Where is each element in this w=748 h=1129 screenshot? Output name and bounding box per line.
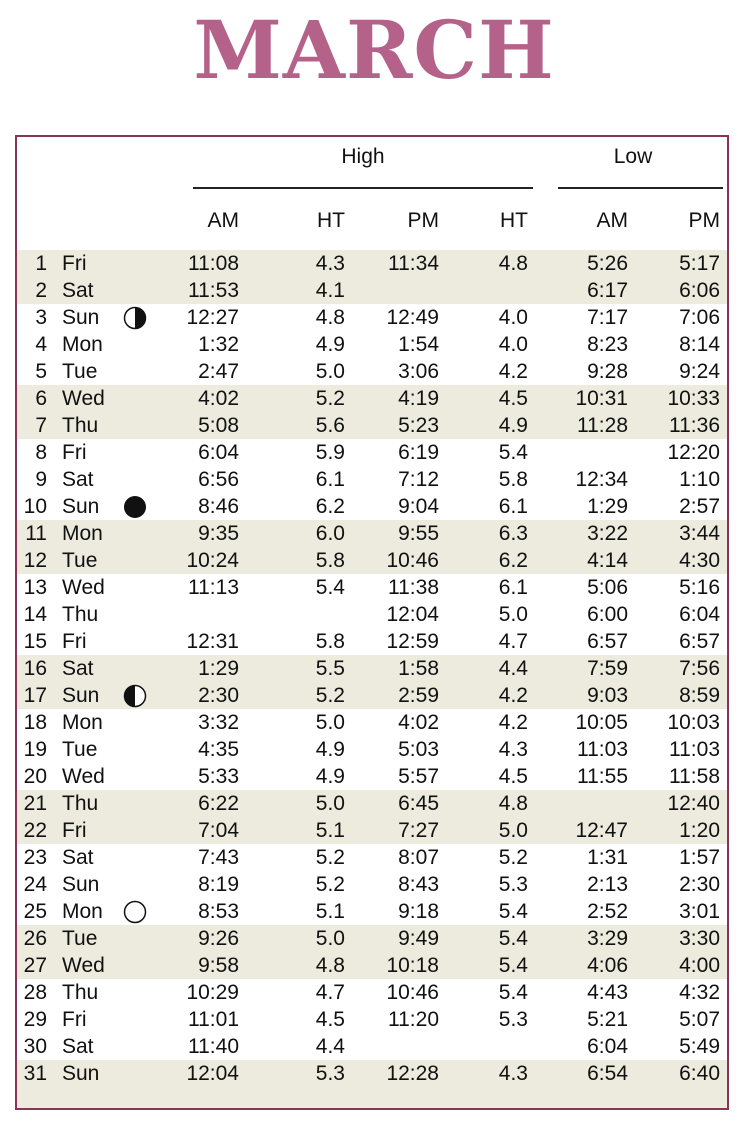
high-pm-height: 5.8 (498, 468, 528, 491)
low-am-time: 12:34 (575, 468, 628, 491)
high-group-label: High (341, 145, 385, 168)
weekday: Fri (62, 1008, 87, 1031)
weekday: Wed (62, 387, 105, 410)
high-pm-time: 6:19 (398, 441, 439, 464)
weekday: Mon (62, 522, 103, 545)
full-moon-icon (123, 900, 147, 927)
high-pm-time: 10:18 (386, 954, 439, 977)
high-am-height: 4.9 (315, 333, 345, 356)
low-pm-time: 4:30 (679, 549, 720, 572)
low-pm-time: 5:49 (679, 1035, 720, 1058)
col-low-pm: PM (688, 209, 720, 232)
day-number: 7 (35, 414, 47, 437)
high-am-height: 6.0 (315, 522, 345, 545)
day-number: 2 (35, 279, 47, 302)
weekday: Tue (62, 927, 98, 950)
low-pm-time: 4:00 (679, 954, 720, 977)
high-pm-time: 8:43 (398, 873, 439, 896)
low-am-time: 6:54 (587, 1062, 628, 1085)
low-am-time: 5:26 (587, 252, 628, 275)
high-pm-time: 8:07 (398, 846, 439, 869)
low-pm-time: 1:10 (679, 468, 720, 491)
table-row (17, 1006, 727, 1033)
low-am-time: 6:04 (587, 1035, 628, 1058)
high-pm-height: 4.8 (498, 252, 528, 275)
high-pm-height: 4.0 (498, 306, 528, 329)
high-am-time: 5:33 (198, 765, 239, 788)
table-row (17, 790, 727, 817)
low-pm-time: 4:32 (679, 981, 720, 1004)
table-row (17, 925, 727, 952)
high-pm-height: 4.2 (498, 684, 528, 707)
low-pm-time: 10:33 (667, 387, 720, 410)
weekday: Sat (62, 468, 94, 491)
weekday: Thu (62, 792, 99, 815)
high-am-time: 11:53 (188, 279, 239, 302)
high-am-height: 5.5 (315, 657, 345, 680)
high-pm-time: 9:49 (398, 927, 439, 950)
table-row (17, 601, 727, 628)
high-am-time: 7:43 (198, 846, 239, 869)
low-am-time (562, 439, 628, 466)
high-am-time: 2:30 (198, 684, 239, 707)
day-number: 16 (23, 657, 47, 680)
low-am-time: 6:17 (587, 279, 628, 302)
high-pm-time: 12:28 (386, 1062, 439, 1085)
weekday: Thu (62, 981, 99, 1004)
high-group-rule (193, 187, 533, 189)
table-row (17, 844, 727, 871)
day-number: 12 (23, 549, 47, 572)
low-am-time: 6:00 (587, 603, 628, 626)
low-group-rule (558, 187, 723, 189)
table-row (17, 709, 727, 736)
high-pm-time: 5:23 (398, 414, 439, 437)
low-pm-time: 9:24 (679, 360, 720, 383)
first-quarter-moon-icon (123, 306, 147, 333)
high-am-time: 5:08 (198, 414, 239, 437)
high-am-height: 5.8 (315, 549, 345, 572)
high-pm-height: 4.7 (498, 630, 528, 653)
high-pm-time: 12:59 (386, 630, 439, 653)
high-am-height (287, 601, 345, 628)
low-pm-time: 8:14 (679, 333, 720, 356)
day-number: 6 (35, 387, 47, 410)
high-pm-height: 4.4 (498, 657, 528, 680)
high-am-height: 5.0 (315, 711, 345, 734)
tide-rows (17, 250, 727, 1087)
table-row (17, 493, 727, 520)
low-am-time: 2:13 (587, 873, 628, 896)
high-pm-time: 5:57 (398, 765, 439, 788)
weekday: Sun (62, 873, 100, 896)
high-pm-height: 4.5 (498, 765, 528, 788)
high-pm-height: 4.0 (498, 333, 528, 356)
weekday: Tue (62, 360, 98, 383)
high-pm-height: 4.2 (498, 360, 528, 383)
high-pm-time (377, 1033, 439, 1060)
high-am-height: 4.8 (315, 954, 345, 977)
high-pm-height: 5.3 (498, 873, 528, 896)
day-number: 28 (23, 981, 47, 1004)
low-pm-time: 5:07 (679, 1008, 720, 1031)
low-am-time: 9:28 (587, 360, 628, 383)
high-am-height: 4.1 (315, 279, 345, 302)
high-pm-height: 4.2 (498, 711, 528, 734)
low-pm-time: 11:03 (669, 738, 720, 761)
col-high-pm: PM (407, 209, 439, 232)
high-am-height: 5.2 (315, 846, 345, 869)
weekday: Sun (62, 495, 100, 518)
high-am-time: 8:53 (198, 900, 239, 923)
day-number: 22 (23, 819, 47, 842)
low-am-time: 4:43 (587, 981, 628, 1004)
high-am-time (177, 601, 239, 628)
low-am-time: 9:03 (587, 684, 628, 707)
day-number: 8 (35, 441, 47, 464)
low-pm-time: 2:57 (679, 495, 720, 518)
high-pm-time: 9:04 (398, 495, 439, 518)
col-low-am: AM (596, 209, 628, 232)
weekday: Fri (62, 252, 87, 275)
high-pm-height: 6.1 (498, 576, 528, 599)
high-am-time: 11:40 (188, 1035, 239, 1058)
table-row (17, 628, 727, 655)
high-am-height: 5.2 (315, 387, 345, 410)
high-am-time: 11:01 (188, 1008, 239, 1031)
weekday: Mon (62, 900, 103, 923)
high-pm-height: 5.4 (498, 441, 528, 464)
low-am-time: 11:55 (577, 765, 628, 788)
low-am-time: 5:06 (587, 576, 628, 599)
high-pm-height: 4.5 (498, 387, 528, 410)
table-row (17, 574, 727, 601)
table-footer-shade (17, 1087, 727, 1108)
high-am-time: 9:58 (198, 954, 239, 977)
low-pm-time: 10:03 (667, 711, 720, 734)
low-pm-time: 5:17 (679, 252, 720, 275)
low-am-time: 10:05 (575, 711, 628, 734)
high-am-height: 4.9 (315, 765, 345, 788)
day-number: 19 (23, 738, 47, 761)
low-pm-time: 11:36 (669, 414, 720, 437)
low-pm-time: 3:01 (679, 900, 720, 923)
high-pm-time: 11:38 (388, 576, 439, 599)
low-pm-time: 12:20 (667, 441, 720, 464)
low-am-time: 6:57 (587, 630, 628, 653)
high-am-height: 4.5 (315, 1008, 345, 1031)
high-am-time: 11:13 (188, 576, 239, 599)
high-pm-height (472, 277, 528, 304)
high-pm-time: 10:46 (386, 981, 439, 1004)
day-number: 31 (23, 1062, 47, 1085)
high-pm-height: 5.4 (498, 900, 528, 923)
high-pm-height: 6.2 (498, 549, 528, 572)
weekday: Sat (62, 846, 94, 869)
table-row (17, 871, 727, 898)
day-number: 18 (23, 711, 47, 734)
day-number: 5 (35, 360, 47, 383)
low-am-time: 8:23 (587, 333, 628, 356)
high-am-time: 6:04 (198, 441, 239, 464)
day-number: 21 (23, 792, 47, 815)
table-row (17, 466, 727, 493)
high-am-time: 12:04 (186, 1062, 239, 1085)
high-pm-height: 4.9 (498, 414, 528, 437)
day-number: 25 (23, 900, 47, 923)
high-am-time: 7:04 (198, 819, 239, 842)
weekday: Thu (62, 603, 99, 626)
high-am-height: 4.3 (315, 252, 345, 275)
high-pm-height: 5.4 (498, 954, 528, 977)
day-number: 11 (25, 522, 47, 545)
low-am-time: 1:29 (587, 495, 628, 518)
high-am-time: 9:26 (198, 927, 239, 950)
low-group-label: Low (613, 145, 653, 168)
high-am-time: 11:08 (188, 252, 239, 275)
high-am-height: 6.2 (315, 495, 345, 518)
weekday: Fri (62, 441, 87, 464)
high-pm-height: 5.0 (498, 603, 528, 626)
low-am-time: 7:17 (587, 306, 628, 329)
high-am-time: 6:56 (198, 468, 239, 491)
last-quarter-moon-icon (123, 684, 147, 711)
high-am-height: 4.9 (315, 738, 345, 761)
high-am-height: 5.0 (315, 792, 345, 815)
weekday: Fri (62, 630, 87, 653)
day-number: 17 (23, 684, 47, 707)
high-pm-time: 11:20 (388, 1008, 439, 1031)
high-pm-time: 10:46 (386, 549, 439, 572)
day-number: 29 (23, 1008, 47, 1031)
high-am-time: 1:29 (198, 657, 239, 680)
day-number: 3 (35, 306, 47, 329)
weekday: Tue (62, 738, 98, 761)
low-am-time: 11:03 (577, 738, 628, 761)
table-row (17, 1033, 727, 1060)
low-pm-time: 3:30 (679, 927, 720, 950)
high-pm-time: 1:58 (398, 657, 439, 680)
high-am-time: 3:32 (198, 711, 239, 734)
high-pm-time: 7:12 (398, 468, 439, 491)
table-row (17, 412, 727, 439)
low-am-time: 7:59 (587, 657, 628, 680)
tide-table (15, 135, 729, 1110)
table-row (17, 439, 727, 466)
table-row (17, 817, 727, 844)
weekday: Sat (62, 657, 94, 680)
low-pm-time: 2:30 (679, 873, 720, 896)
high-pm-height: 4.8 (498, 792, 528, 815)
table-row (17, 331, 727, 358)
day-number: 15 (23, 630, 47, 653)
high-am-height: 5.3 (315, 1062, 345, 1085)
high-am-time: 8:19 (198, 873, 239, 896)
day-number: 30 (23, 1035, 47, 1058)
weekday: Wed (62, 765, 105, 788)
high-am-height: 5.1 (315, 900, 345, 923)
day-number: 26 (23, 927, 47, 950)
table-row (17, 898, 727, 925)
high-pm-time: 9:18 (398, 900, 439, 923)
high-pm-time: 5:03 (398, 738, 439, 761)
high-pm-time: 3:06 (398, 360, 439, 383)
day-number: 10 (23, 495, 47, 518)
high-pm-height: 5.4 (498, 981, 528, 1004)
low-am-time: 4:14 (587, 549, 628, 572)
high-am-height: 5.1 (315, 819, 345, 842)
weekday: Tue (62, 549, 98, 572)
low-pm-time: 6:06 (679, 279, 720, 302)
high-pm-time: 12:04 (386, 603, 439, 626)
high-pm-time: 4:02 (398, 711, 439, 734)
weekday: Sun (62, 306, 100, 329)
low-am-time: 12:47 (575, 819, 628, 842)
high-pm-height: 6.1 (498, 495, 528, 518)
day-number: 14 (23, 603, 47, 626)
low-pm-time: 7:06 (679, 306, 720, 329)
high-pm-time: 9:55 (398, 522, 439, 545)
high-am-height: 5.6 (315, 414, 345, 437)
day-number: 13 (23, 576, 47, 599)
low-pm-time: 6:04 (679, 603, 720, 626)
low-pm-time: 5:16 (679, 576, 720, 599)
high-am-height: 5.8 (315, 630, 345, 653)
table-row (17, 1060, 727, 1087)
high-am-time: 1:32 (198, 333, 239, 356)
high-pm-time: 12:49 (386, 306, 439, 329)
weekday: Sun (62, 1062, 100, 1085)
table-row (17, 385, 727, 412)
low-am-time: 10:31 (575, 387, 628, 410)
day-number: 4 (35, 333, 47, 356)
high-am-time: 9:35 (198, 522, 239, 545)
weekday: Mon (62, 333, 103, 356)
low-pm-time: 1:20 (679, 819, 720, 842)
low-pm-time: 6:57 (679, 630, 720, 653)
low-pm-time: 3:44 (679, 522, 720, 545)
day-number: 23 (23, 846, 47, 869)
high-pm-time (377, 277, 439, 304)
weekday: Wed (62, 576, 105, 599)
weekday: Sat (62, 1035, 94, 1058)
high-am-time: 12:27 (186, 306, 239, 329)
month-title: MARCH (193, 3, 555, 97)
high-pm-time: 6:45 (398, 792, 439, 815)
high-am-height: 4.7 (315, 981, 345, 1004)
table-row (17, 655, 727, 682)
high-am-time: 10:24 (186, 549, 239, 572)
high-am-time: 12:31 (186, 630, 239, 653)
low-am-time: 5:21 (587, 1008, 628, 1031)
col-high-ht1: HT (317, 209, 345, 232)
table-row (17, 277, 727, 304)
high-am-height: 5.2 (315, 684, 345, 707)
high-am-time: 4:35 (198, 738, 239, 761)
high-am-height: 5.2 (315, 873, 345, 896)
table-row (17, 547, 727, 574)
high-am-height: 5.9 (315, 441, 345, 464)
weekday: Fri (62, 819, 87, 842)
low-pm-time: 7:56 (679, 657, 720, 680)
high-pm-time: 1:54 (398, 333, 439, 356)
low-pm-time: 12:40 (667, 792, 720, 815)
table-row (17, 736, 727, 763)
day-number: 20 (23, 765, 47, 788)
low-am-time: 11:28 (577, 414, 628, 437)
high-pm-time: 2:59 (398, 684, 439, 707)
high-am-height: 4.8 (315, 306, 345, 329)
high-am-time: 8:46 (198, 495, 239, 518)
high-pm-height: 5.4 (498, 927, 528, 950)
low-am-time: 2:52 (587, 900, 628, 923)
high-am-height: 5.0 (315, 360, 345, 383)
low-am-time (562, 790, 628, 817)
high-am-time: 10:29 (186, 981, 239, 1004)
table-row (17, 358, 727, 385)
low-pm-time: 11:58 (669, 765, 720, 788)
weekday: Mon (62, 711, 103, 734)
low-am-time: 1:31 (587, 846, 628, 869)
day-number: 1 (35, 252, 47, 275)
weekday: Sat (62, 279, 94, 302)
table-row (17, 682, 727, 709)
table-row (17, 952, 727, 979)
high-pm-height: 4.3 (498, 738, 528, 761)
table-row (17, 304, 727, 331)
high-pm-time: 4:19 (398, 387, 439, 410)
table-row (17, 979, 727, 1006)
day-number: 24 (23, 873, 47, 896)
high-pm-height: 5.3 (498, 1008, 528, 1031)
low-pm-time: 1:57 (679, 846, 720, 869)
weekday: Sun (62, 684, 100, 707)
new-moon-icon (123, 495, 147, 522)
high-pm-height (472, 1033, 528, 1060)
high-am-time: 6:22 (198, 792, 239, 815)
high-am-height: 6.1 (315, 468, 345, 491)
col-high-ht2: HT (500, 209, 528, 232)
high-pm-time: 11:34 (388, 252, 439, 275)
low-am-time: 3:29 (587, 927, 628, 950)
low-am-time: 4:06 (587, 954, 628, 977)
low-pm-time: 8:59 (679, 684, 720, 707)
high-am-height: 5.4 (315, 576, 345, 599)
high-pm-height: 5.0 (498, 819, 528, 842)
high-am-time: 2:47 (198, 360, 239, 383)
high-am-time: 4:02 (198, 387, 239, 410)
high-pm-time: 7:27 (398, 819, 439, 842)
high-am-height: 4.4 (315, 1035, 345, 1058)
table-row (17, 520, 727, 547)
col-high-am: AM (207, 209, 239, 232)
day-number: 27 (23, 954, 47, 977)
high-am-height: 5.0 (315, 927, 345, 950)
weekday: Thu (62, 414, 99, 437)
high-pm-height: 6.3 (498, 522, 528, 545)
table-row (17, 250, 727, 277)
high-pm-height: 5.2 (498, 846, 528, 869)
high-pm-height: 4.3 (498, 1062, 528, 1085)
table-row (17, 763, 727, 790)
low-pm-time: 6:40 (679, 1062, 720, 1085)
low-am-time: 3:22 (587, 522, 628, 545)
day-number: 9 (35, 468, 47, 491)
weekday: Wed (62, 954, 105, 977)
